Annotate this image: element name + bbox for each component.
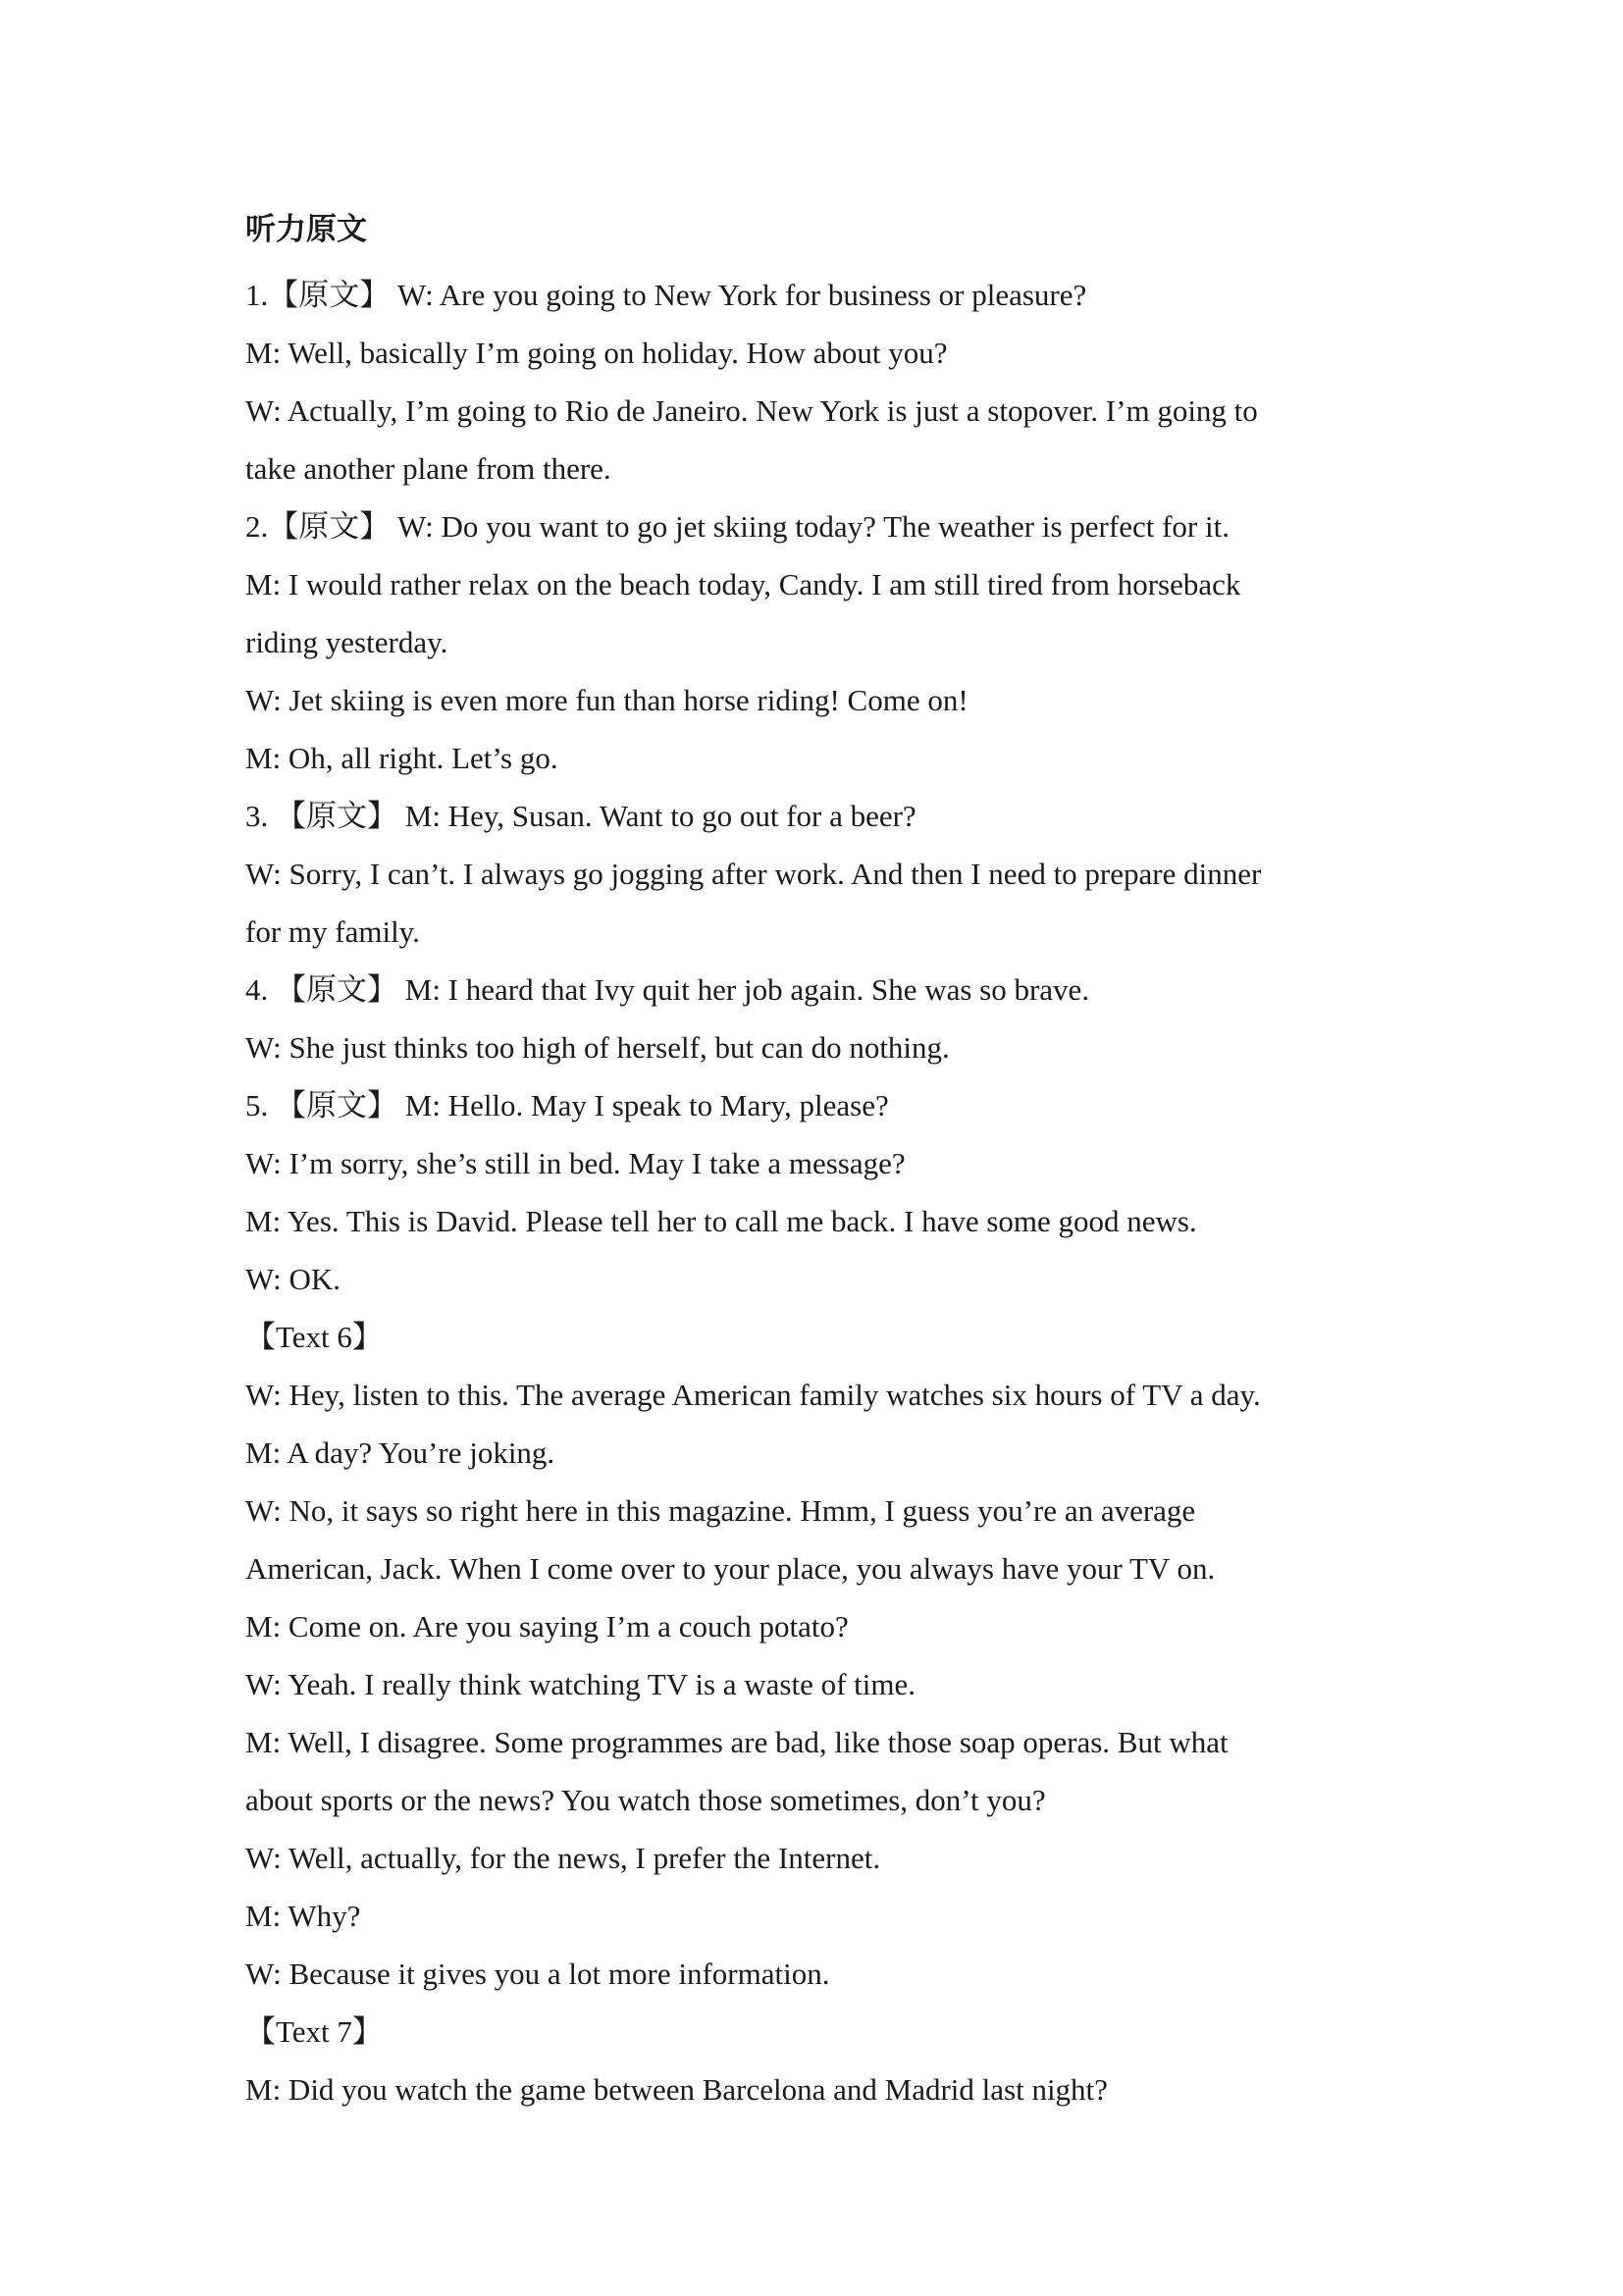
transcript-line: M: Did you watch the game between Barcelona and Madrid last night?: [245, 2072, 1108, 2107]
transcript-line: W: I’m sorry, she’s still in bed. May I take a message?: [245, 1146, 906, 1180]
transcript-line: for my family.: [245, 914, 420, 949]
transcript-line: W: Actually, I’m going to Rio de Janeiro. New York is just a stopover. I’m going to: [245, 393, 1258, 428]
transcript-line: W: Because it gives you a lot more information.: [245, 1957, 830, 1991]
transcript-line: M: Oh, all right. Let’s go.: [245, 741, 558, 775]
transcript-line: M: Why?: [245, 1899, 361, 1933]
transcript-line: 1.【原文】 W: Are you going to New York for business or pleasure?: [245, 278, 1087, 312]
transcript-line: M: I would rather relax on the beach today, Candy. I am still tired from horseback: [245, 567, 1241, 601]
transcript-line: 3. 【原文】 M: Hey, Susan. Want to go out for a beer?: [245, 799, 916, 833]
transcript-line: W: She just thinks too high of herself, but can do nothing.: [245, 1030, 950, 1065]
transcript-line: take another plane from there.: [245, 451, 611, 486]
section-label-text-7: 【Text 7】: [245, 2014, 383, 2049]
document-heading: 听力原文: [245, 212, 367, 247]
transcript-body: [245, 266, 1384, 2118]
transcript-line: M: Come on. Are you saying I’m a couch potato?: [245, 1609, 849, 1644]
transcript-line: M: Yes. This is David. Please tell her to call me back. I have some good news.: [245, 1204, 1197, 1238]
transcript-line: 5. 【原文】 M: Hello. May I speak to Mary, please?: [245, 1088, 889, 1122]
section-label-text-6: 【Text 6】: [245, 1320, 383, 1354]
transcript-line: M: Well, basically I’m going on holiday. How about you?: [245, 336, 948, 370]
transcript-line: W: Sorry, I can’t. I always go jogging after work. And then I need to prepare dinner: [245, 857, 1262, 891]
transcript-line: M: A day? You’re joking.: [245, 1435, 555, 1470]
document-page: [245, 208, 1384, 2118]
transcript-line: about sports or the news? You watch those sometimes, don’t you?: [245, 1783, 1046, 1817]
transcript-line: W: Well, actually, for the news, I prefer the Internet.: [245, 1841, 881, 1875]
transcript-line: W: Yeah. I really think watching TV is a waste of time.: [245, 1667, 916, 1701]
transcript-line: W: OK.: [245, 1262, 340, 1296]
transcript-line: riding yesterday.: [245, 625, 448, 659]
transcript-line: W: Jet skiing is even more fun than horse riding! Come on!: [245, 683, 969, 717]
transcript-line: W: Hey, listen to this. The average American family watches six hours of TV a day.: [245, 1378, 1261, 1412]
transcript-line: 2.【原文】 W: Do you want to go jet skiing today? The weather is perfect for it.: [245, 509, 1230, 544]
transcript-line: American, Jack. When I come over to your place, you always have your TV on.: [245, 1551, 1216, 1586]
transcript-line: W: No, it says so right here in this magazine. Hmm, I guess you’re an average: [245, 1493, 1196, 1528]
transcript-line: M: Well, I disagree. Some programmes are bad, like those soap operas. But what: [245, 1725, 1229, 1759]
transcript-line: 4. 【原文】 M: I heard that Ivy quit her job again. She was so brave.: [245, 972, 1090, 1007]
